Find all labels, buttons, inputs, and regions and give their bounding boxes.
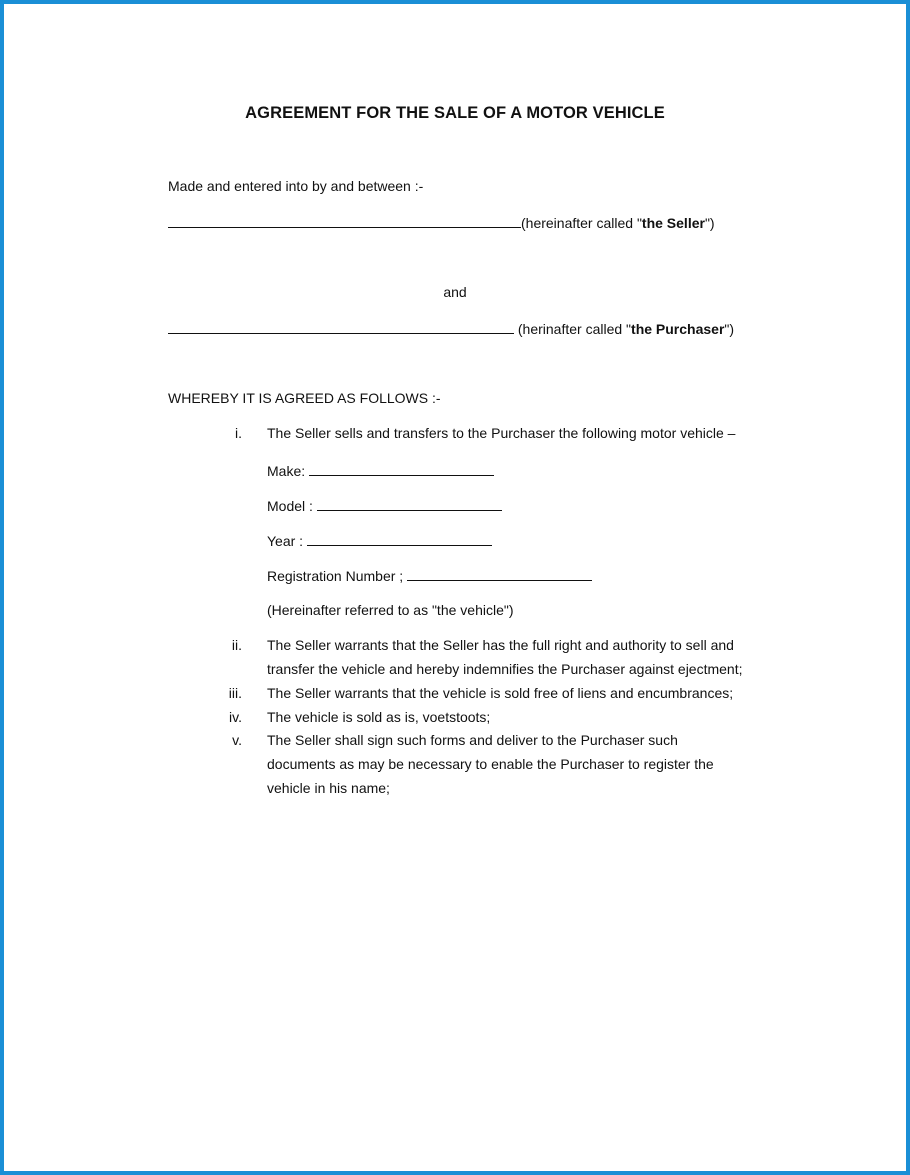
year-field <box>267 531 492 549</box>
year-label: Year : <box>267 533 304 549</box>
intro-text: Made and entered into by and between :- <box>168 178 424 194</box>
seller-line-suffix: ") <box>704 215 715 231</box>
clause-number: v. <box>232 732 242 748</box>
clause-text: The vehicle is sold as is, voetstoots; <box>267 709 491 725</box>
model-field <box>267 496 502 514</box>
clause-text: The Seller warrants that the vehicle is sold free of liens and encumbrances; <box>267 685 734 701</box>
seller-name-blank[interactable] <box>168 213 521 228</box>
model-blank[interactable] <box>317 496 502 511</box>
purchaser-label: the Purchaser <box>631 321 725 337</box>
registration-field <box>267 566 592 584</box>
clause-number: iv. <box>229 709 242 725</box>
purchaser-line-prefix: (herinafter called " <box>514 321 632 337</box>
vehicle-reference-note: (Hereinafter referred to as "the vehicle") <box>267 602 514 618</box>
and-text: and <box>443 284 467 300</box>
year-blank[interactable] <box>307 531 492 546</box>
seller-line-prefix: (hereinafter called " <box>521 215 642 231</box>
clause-number: i. <box>235 425 242 441</box>
whereby-heading: WHEREBY IT IS AGREED AS FOLLOWS :- <box>168 390 441 406</box>
make-blank[interactable] <box>309 461 494 476</box>
make-label: Make: <box>267 463 306 479</box>
registration-blank[interactable] <box>407 566 592 581</box>
registration-label: Registration Number ; <box>267 568 404 584</box>
clause-text: The Seller warrants that the Seller has the full right and authority to sell and transfer the vehicle and hereby indemnifies the Purchaser against ejectment; <box>267 637 743 677</box>
clause-number: iii. <box>228 685 242 701</box>
make-field <box>267 461 494 479</box>
purchaser-line-suffix: ") <box>724 321 735 337</box>
purchaser-name-blank[interactable] <box>168 319 514 334</box>
clause-text: The Seller shall sign such forms and deliver to the Purchaser such documents as may be necessary to enable the Purchaser to register the vehicle in his name; <box>267 732 714 796</box>
clause-text: The Seller sells and transfers to the Purchaser the following motor vehicle – <box>267 425 736 441</box>
document-title: AGREEMENT FOR THE SALE OF A MOTOR VEHICLE <box>245 104 665 122</box>
clause-number: ii. <box>231 637 242 653</box>
seller-line <box>168 213 715 231</box>
purchaser-line <box>168 319 734 337</box>
seller-label: the Seller <box>641 215 705 231</box>
model-label: Model : <box>267 498 313 514</box>
